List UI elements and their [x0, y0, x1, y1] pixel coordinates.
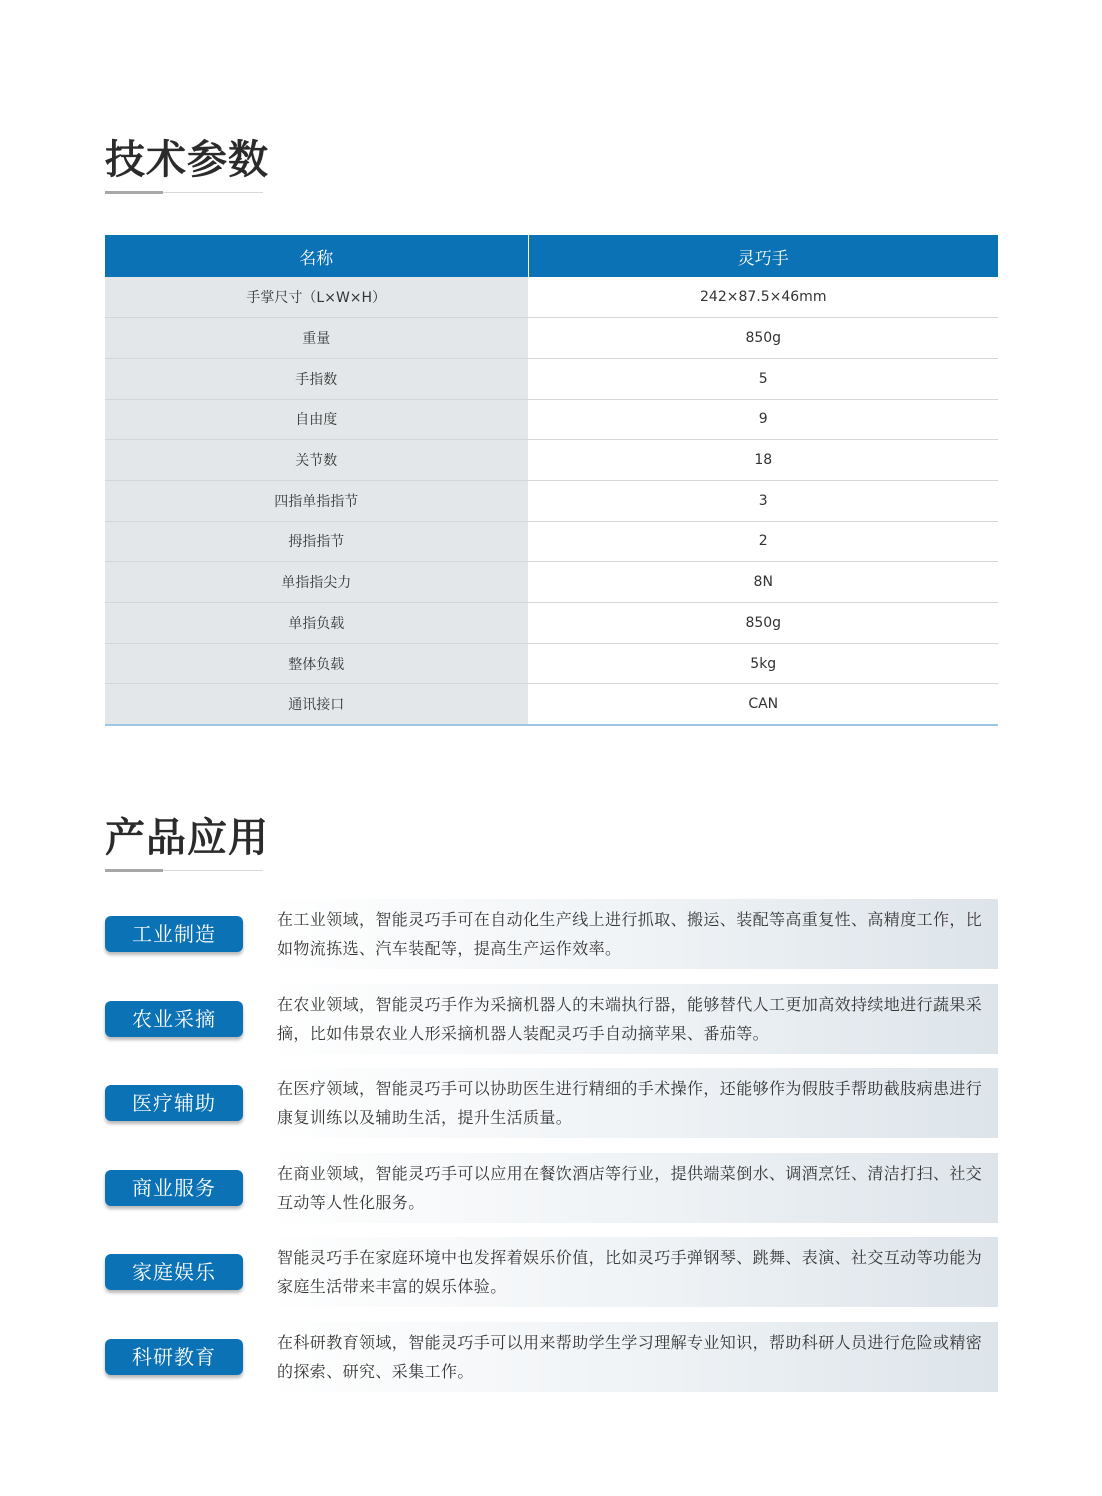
spec-value: 5: [528, 358, 998, 399]
spec-name: 整体负载: [105, 643, 528, 684]
application-description: 在医疗领域，智能灵巧手可以协助医生进行精细的手术操作，还能够作为假肢手帮助截肢病患进行康复训练以及辅助生活，提升生活质量。: [265, 1068, 998, 1138]
spec-value: 8N: [528, 562, 998, 603]
specs-title-divider: [105, 191, 263, 194]
application-item: [105, 984, 998, 1054]
column-header-name: 名称: [105, 235, 528, 277]
spec-name: 自由度: [105, 399, 528, 440]
spec-name: 关节数: [105, 440, 528, 481]
application-item: [105, 1237, 998, 1307]
spec-name: 单指负载: [105, 603, 528, 644]
table-row: [105, 318, 998, 359]
spec-value: 5kg: [528, 643, 998, 684]
application-item: [105, 1068, 998, 1138]
applications-title-divider: [105, 869, 263, 872]
spec-value: 242×87.5×46mm: [528, 277, 998, 318]
application-tag: 商业服务: [105, 1170, 243, 1206]
spec-name: 重量: [105, 318, 528, 359]
application-description: 在商业领域，智能灵巧手可以应用在餐饮酒店等行业，提供端菜倒水、调酒烹饪、清洁打扫、社交互动等人性化服务。: [265, 1153, 998, 1223]
spec-name: 通讯接口: [105, 684, 528, 725]
application-item: [105, 1322, 998, 1392]
application-item: [105, 1153, 998, 1223]
spec-name: 手掌尺寸（L×W×H）: [105, 277, 528, 318]
table-row: [105, 277, 998, 318]
application-tag: 家庭娱乐: [105, 1254, 243, 1290]
application-description: 在工业领域，智能灵巧手可在自动化生产线上进行抓取、搬运、装配等高重复性、高精度工作，比如物流拣选、汽车装配等，提高生产运作效率。: [265, 899, 998, 969]
spec-name: 四指单指指节: [105, 480, 528, 521]
table-row: [105, 521, 998, 562]
application-item: [105, 899, 998, 969]
table-row: [105, 603, 998, 644]
spec-value: CAN: [528, 684, 998, 725]
spec-name: 手指数: [105, 358, 528, 399]
spec-value: 850g: [528, 318, 998, 359]
spec-name: 单指指尖力: [105, 562, 528, 603]
application-description: 在农业领域，智能灵巧手作为采摘机器人的末端执行器，能够替代人工更加高效持续地进行蔬果采摘，比如伟景农业人形采摘机器人装配灵巧手自动摘苹果、番茄等。: [265, 984, 998, 1054]
table-row: [105, 643, 998, 684]
table-row: [105, 684, 998, 725]
column-header-value: 灵巧手: [528, 235, 998, 277]
table-row: [105, 562, 998, 603]
table-row: [105, 358, 998, 399]
spec-value: 18: [528, 440, 998, 481]
spec-value: 850g: [528, 603, 998, 644]
spec-value: 3: [528, 480, 998, 521]
spec-value: 2: [528, 521, 998, 562]
table-row: [105, 480, 998, 521]
spec-table: [105, 235, 998, 726]
spec-table-header: [105, 235, 998, 277]
application-tag: 工业制造: [105, 916, 243, 952]
application-tag: 医疗辅助: [105, 1085, 243, 1121]
application-tag: 农业采摘: [105, 1001, 243, 1037]
table-row: [105, 399, 998, 440]
application-description: 智能灵巧手在家庭环境中也发挥着娱乐价值，比如灵巧手弹钢琴、跳舞、表演、社交互动等功能为家庭生活带来丰富的娱乐体验。: [265, 1237, 998, 1307]
specs-title: 技术参数: [105, 137, 269, 183]
table-row: [105, 440, 998, 481]
applications-title: 产品应用: [105, 815, 269, 861]
application-tag: 科研教育: [105, 1339, 243, 1375]
spec-name: 拇指指节: [105, 521, 528, 562]
application-description: 在科研教育领域，智能灵巧手可以用来帮助学生学习理解专业知识，帮助科研人员进行危险或精密的探索、研究、采集工作。: [265, 1322, 998, 1392]
spec-value: 9: [528, 399, 998, 440]
